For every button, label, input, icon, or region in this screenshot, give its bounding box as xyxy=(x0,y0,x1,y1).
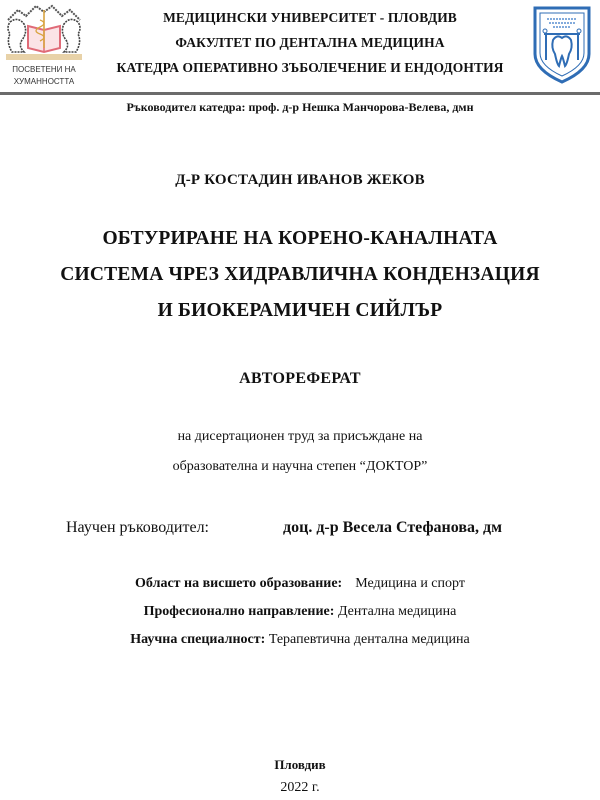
logo-caption-line2: ХУМАННОСТТА xyxy=(13,77,75,86)
professional-field xyxy=(0,604,600,620)
scientific-specialty-label: Научна специалност: xyxy=(130,632,266,647)
faculty-logo xyxy=(531,4,593,84)
field-of-education-value: Медицина и спорт xyxy=(355,576,465,591)
head-of-department: Ръководител катедра: проф. д-р Нешка Манчорова-Велева, дмн xyxy=(126,100,474,114)
header-divider xyxy=(0,92,600,95)
faculty-name: ФАКУЛТЕТ ПО ДЕНТАЛНА МЕДИЦИНА xyxy=(175,35,445,50)
field-of-education-label: Област на висшето образование: xyxy=(135,576,343,591)
professional-field-value: Дентална медицина xyxy=(337,604,457,619)
university-crest-icon xyxy=(4,4,84,62)
supervisor-name: доц. д-р Весела Стефанова, дм xyxy=(283,519,502,536)
author-name: Д-Р КОСТАДИН ИВАНОВ ЖЕКОВ xyxy=(175,172,425,188)
scientific-specialty-value: Терапевтична дентална медицина xyxy=(268,632,470,647)
title-line-3: И БИОКЕРАМИЧЕН СИЙЛЪР xyxy=(157,300,443,321)
supervisor-label: Научен ръководител: xyxy=(66,519,209,536)
department-name: КАТЕДРА ОПЕРАТИВНО ЗЪБОЛЕЧЕНИЕ И ЕНДОДОНТИЯ xyxy=(116,60,504,75)
city: Пловдив xyxy=(274,757,326,772)
title-line-1: ОБТУРИРАНЕ НА КОРЕНО-КАНАЛНАТА xyxy=(102,228,498,249)
professional-field-label: Професионално направление: xyxy=(143,604,335,619)
title-line-2: СИСТЕМА ЧРЕЗ ХИДРАВЛИЧНА КОНДЕНЗАЦИЯ xyxy=(60,264,540,285)
description-line-2: образователна и научна степен “ДОКТОР” xyxy=(172,459,428,474)
university-name: МЕДИЦИНСКИ УНИВЕРСИТЕТ - ПЛОВДИВ xyxy=(163,10,457,25)
scientific-specialty xyxy=(0,632,600,648)
logo-caption-line1: ПОСВЕТЕНИ НА xyxy=(12,65,76,74)
faculty-shield-tooth-icon xyxy=(531,4,593,84)
year: 2022 г. xyxy=(280,780,320,795)
document-type: АВТОРЕФЕРАТ xyxy=(239,370,361,387)
field-of-education xyxy=(0,576,600,592)
university-logo xyxy=(4,4,94,90)
description-line-1: на дисертационен труд за присъждане на xyxy=(177,429,423,444)
